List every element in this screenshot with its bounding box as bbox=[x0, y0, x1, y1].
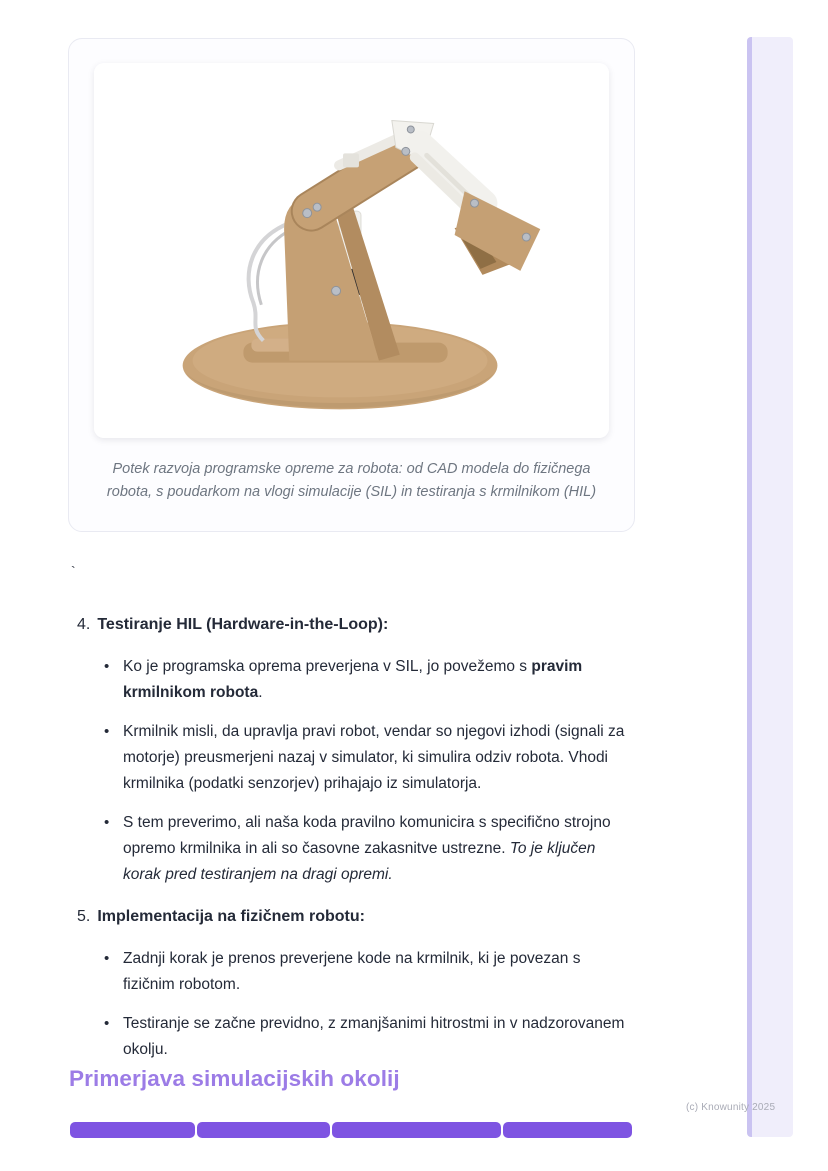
bullet-text: Ko je programska oprema preverjena v SIL, jo povežemo s pravim krmilnikom robota. bbox=[123, 658, 583, 701]
figure-card bbox=[68, 38, 635, 532]
page-scrollbar[interactable] bbox=[747, 37, 793, 1137]
list-item-title: Implementacija na fizičnem robotu: bbox=[97, 908, 365, 925]
bullet-text: Zadnji korak je prenos preverjene kode na krmilnik, ki je povezan s fizičnim robotom. bbox=[123, 950, 581, 993]
table-header-row bbox=[70, 1122, 634, 1138]
list-item-title: Testiranje HIL (Hardware-in-the-Loop): bbox=[97, 616, 389, 633]
list-item-number: 4. bbox=[77, 616, 91, 633]
stray-backtick: ` bbox=[71, 563, 76, 579]
bullet-item bbox=[104, 719, 635, 797]
copyright-notice: (c) Knowunity 2025 bbox=[686, 1102, 776, 1113]
figure-caption: Potek razvoja programske opreme za robota: od CAD modela do fizičnega robota, s poudarkom na vlogi simulacije (SIL) in testiranja s krmilnikom (HIL) bbox=[106, 461, 597, 501]
list-item-number: 5. bbox=[77, 908, 91, 925]
numbered-list bbox=[68, 612, 635, 1079]
table-header-cell bbox=[197, 1122, 330, 1138]
table-header-cell bbox=[503, 1122, 632, 1138]
bullet-icon: • bbox=[104, 1015, 110, 1032]
bullet-icon: • bbox=[104, 814, 110, 831]
bullet-icon: • bbox=[104, 658, 110, 675]
bullet-text: Testiranje se začne previdno, z zmanjšanimi hitrostmi in v nadzorovanem okolju. bbox=[123, 1015, 625, 1058]
bullet-item bbox=[104, 810, 635, 888]
bullet-text: S tem preverimo, ali naša koda pravilno komunicira s specifično strojno opremo krmilnika in ali so časovne zakasnitve ustrezne. To je ključen korak pred testiranjem na dragi opremi. bbox=[123, 814, 611, 883]
bullet-item bbox=[104, 1011, 635, 1063]
robot-arm-illustration bbox=[94, 63, 609, 438]
table-header-cell bbox=[70, 1122, 195, 1138]
bullet-list-item-4 bbox=[68, 654, 635, 888]
bullet-icon: • bbox=[104, 950, 110, 967]
bullet-item bbox=[104, 654, 635, 706]
robot-arm-image bbox=[94, 63, 609, 438]
bullet-list-item-5 bbox=[68, 946, 635, 1063]
bullet-item bbox=[104, 946, 635, 998]
bullet-text: Krmilnik misli, da upravlja pravi robot, vendar so njegovi izhodi (signali za motorje) preusmerjeni nazaj v simulator, ki simulira odziv robota. Vhodi krmilnika (podatki senzorjev) prihajajo iz simulatorja. bbox=[123, 723, 625, 792]
list-item-5 bbox=[68, 904, 635, 930]
bullet-icon: • bbox=[104, 723, 110, 740]
table-header-cell bbox=[332, 1122, 501, 1138]
list-item-4 bbox=[68, 612, 635, 638]
section-heading: Primerjava simulacijskih okolij bbox=[69, 1066, 400, 1091]
